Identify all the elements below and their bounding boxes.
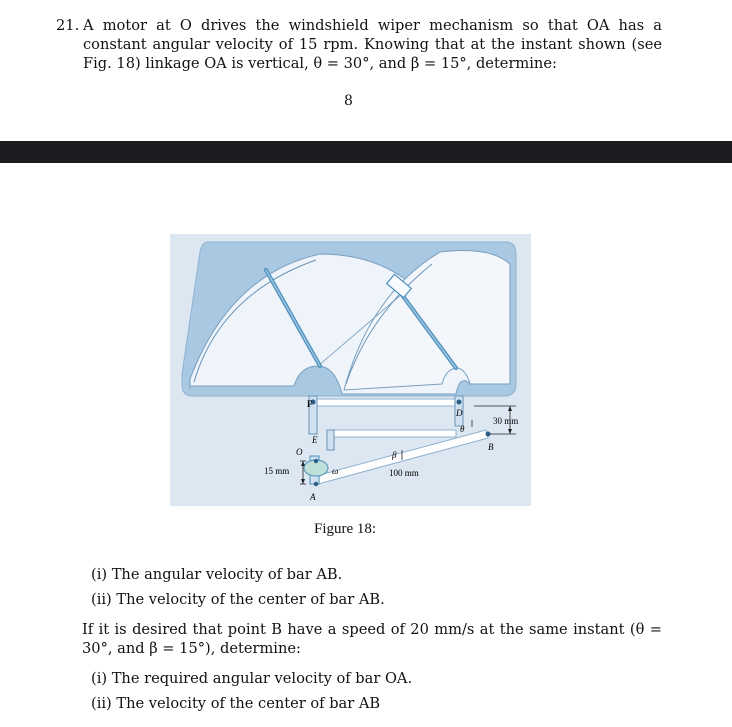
label-beta: β [392, 450, 397, 460]
label-O: O [296, 447, 303, 457]
label-B: B [488, 442, 494, 452]
label-100mm: 100 mm [389, 468, 419, 478]
link-FD [311, 399, 458, 406]
problem-number: 21. [56, 17, 80, 34]
label-A: A [310, 492, 316, 502]
link-E [328, 430, 456, 437]
label-theta: θ [460, 424, 465, 434]
windshield-wiper-figure [170, 234, 531, 506]
question-part1-ii: (ii) The velocity of the center of bar AB. [91, 590, 385, 608]
problem-text: A motor at O drives the windshield wiper mechanism so that OA has a constant angular velocity of 15 rpm. Knowing that at the instant shown (see Fig. 18) linkage OA is vertical, θ = 30°, and β = 15°, determine: [83, 17, 662, 72]
question-part2-ii: (ii) The velocity of the center of bar AB [91, 694, 381, 712]
pivot-B [486, 432, 491, 437]
problem-statement [56, 16, 662, 73]
part2-intro: If it is desired that point B have a speed of 20 mm/s at the same instant (θ = 30°, and β = 15°), determine: [82, 621, 662, 657]
page-divider-bar [0, 141, 732, 163]
wiper-mechanism-diagram [170, 234, 531, 506]
post-E [327, 430, 334, 450]
question-part2-i: (i) The required angular velocity of bar OA. [91, 670, 413, 687]
page-number: 8 [344, 93, 353, 109]
label-30mm: 30 mm [493, 416, 519, 426]
questions-part2 [91, 667, 412, 716]
label-D: D [456, 408, 463, 418]
pivot-A [314, 482, 318, 486]
label-omega: ω [332, 466, 339, 476]
figure-caption: Figure 18: [314, 521, 377, 537]
question-part1-i: (i) The angular velocity of bar AB. [91, 566, 343, 583]
pivot-O [314, 459, 318, 463]
label-F: F [307, 399, 313, 409]
label-E: E [312, 435, 318, 445]
pivot-D [457, 400, 462, 405]
label-15mm: 15 mm [264, 466, 290, 476]
questions-part1 [91, 563, 385, 612]
